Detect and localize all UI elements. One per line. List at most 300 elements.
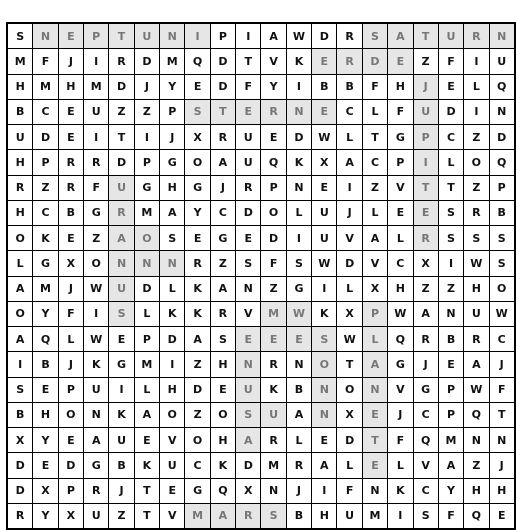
grid-cell[interactable]: N (236, 276, 261, 301)
grid-cell[interactable]: K (185, 301, 210, 326)
grid-cell[interactable]: D (312, 23, 337, 49)
grid-cell[interactable]: U (84, 503, 109, 529)
grid-cell[interactable]: D (134, 49, 159, 74)
grid-cell[interactable]: Z (413, 276, 438, 301)
grid-cell[interactable]: C (185, 453, 210, 478)
grid-cell[interactable]: M (185, 503, 210, 529)
grid-cell[interactable]: M (7, 49, 33, 74)
grid-cell[interactable]: L (337, 453, 362, 478)
grid-cell[interactable]: N (286, 352, 311, 377)
grid-cell[interactable]: Z (438, 276, 463, 301)
grid-cell[interactable]: J (58, 276, 83, 301)
grid-cell[interactable]: O (84, 251, 109, 276)
grid-cell[interactable]: V (362, 251, 387, 276)
grid-cell[interactable]: P (489, 175, 515, 200)
grid-cell[interactable]: R (7, 175, 33, 200)
grid-cell[interactable]: W (286, 301, 311, 326)
grid-cell[interactable]: G (109, 352, 134, 377)
grid-cell[interactable]: Z (185, 402, 210, 427)
grid-cell[interactable]: R (185, 251, 210, 276)
grid-cell[interactable]: Y (438, 478, 463, 503)
grid-cell[interactable]: G (388, 125, 413, 150)
grid-cell[interactable]: R (210, 301, 235, 326)
grid-cell[interactable]: E (312, 99, 337, 124)
grid-cell[interactable]: L (286, 200, 311, 225)
grid-cell[interactable]: Z (464, 453, 489, 478)
grid-cell[interactable]: E (33, 453, 58, 478)
grid-cell[interactable]: Z (261, 276, 286, 301)
grid-cell[interactable]: C (210, 200, 235, 225)
grid-cell[interactable]: K (261, 377, 286, 402)
grid-cell[interactable]: E (438, 352, 463, 377)
grid-cell[interactable]: E (236, 327, 261, 352)
grid-cell[interactable]: L (7, 251, 33, 276)
grid-cell[interactable]: U (109, 428, 134, 453)
grid-cell[interactable]: D (7, 453, 33, 478)
grid-cell[interactable]: J (210, 175, 235, 200)
grid-cell[interactable]: E (312, 49, 337, 74)
grid-cell[interactable]: F (84, 175, 109, 200)
grid-cell[interactable]: C (388, 251, 413, 276)
grid-cell[interactable]: S (438, 226, 463, 251)
grid-cell[interactable]: F (438, 503, 463, 529)
grid-cell[interactable]: S (185, 99, 210, 124)
grid-cell[interactable]: V (413, 453, 438, 478)
grid-cell[interactable]: E (362, 402, 387, 427)
grid-cell[interactable]: M (33, 74, 58, 99)
grid-cell[interactable]: N (362, 377, 387, 402)
grid-cell[interactable]: U (261, 402, 286, 427)
grid-cell[interactable]: S (438, 200, 463, 225)
grid-cell[interactable]: N (160, 23, 185, 49)
grid-cell[interactable]: L (362, 327, 387, 352)
grid-cell[interactable]: I (337, 175, 362, 200)
grid-cell[interactable]: S (236, 251, 261, 276)
grid-cell[interactable]: R (58, 175, 83, 200)
grid-cell[interactable]: V (261, 49, 286, 74)
grid-cell[interactable]: I (185, 23, 210, 49)
grid-cell[interactable]: Z (109, 99, 134, 124)
grid-cell[interactable]: N (464, 428, 489, 453)
grid-cell[interactable]: I (160, 352, 185, 377)
grid-cell[interactable]: R (236, 503, 261, 529)
grid-cell[interactable]: Q (413, 428, 438, 453)
grid-cell[interactable]: K (286, 49, 311, 74)
grid-cell[interactable]: E (58, 428, 83, 453)
grid-cell[interactable]: T (413, 175, 438, 200)
grid-cell[interactable]: U (236, 125, 261, 150)
grid-cell[interactable]: S (362, 23, 387, 49)
grid-cell[interactable]: G (134, 175, 159, 200)
grid-cell[interactable]: D (337, 251, 362, 276)
grid-cell[interactable]: Y (33, 503, 58, 529)
grid-cell[interactable]: J (58, 49, 83, 74)
grid-cell[interactable]: R (261, 352, 286, 377)
grid-cell[interactable]: R (84, 150, 109, 175)
grid-cell[interactable]: H (210, 352, 235, 377)
grid-cell[interactable]: U (236, 377, 261, 402)
grid-cell[interactable]: D (362, 49, 387, 74)
grid-cell[interactable]: P (33, 150, 58, 175)
grid-cell[interactable]: X (337, 301, 362, 326)
grid-cell[interactable]: I (388, 503, 413, 529)
grid-cell[interactable]: S (413, 503, 438, 529)
grid-cell[interactable]: V (388, 175, 413, 200)
grid-cell[interactable]: P (210, 23, 235, 49)
grid-cell[interactable]: P (134, 150, 159, 175)
grid-cell[interactable]: O (134, 226, 159, 251)
grid-cell[interactable]: P (438, 402, 463, 427)
grid-cell[interactable]: H (160, 175, 185, 200)
grid-cell[interactable]: B (312, 74, 337, 99)
grid-cell[interactable]: C (438, 125, 463, 150)
grid-cell[interactable]: T (236, 49, 261, 74)
grid-cell[interactable]: K (286, 150, 311, 175)
grid-cell[interactable]: T (109, 125, 134, 150)
grid-cell[interactable]: T (413, 23, 438, 49)
grid-cell[interactable]: X (185, 125, 210, 150)
grid-cell[interactable]: A (160, 200, 185, 225)
grid-cell[interactable]: B (7, 99, 33, 124)
grid-cell[interactable]: O (489, 276, 515, 301)
grid-cell[interactable]: E (236, 226, 261, 251)
grid-cell[interactable]: W (286, 23, 311, 49)
grid-cell[interactable]: E (261, 125, 286, 150)
grid-cell[interactable]: A (210, 150, 235, 175)
grid-cell[interactable]: N (312, 402, 337, 427)
grid-cell[interactable]: E (438, 74, 463, 99)
grid-cell[interactable]: P (160, 99, 185, 124)
grid-cell[interactable]: A (286, 402, 311, 427)
grid-cell[interactable]: E (58, 226, 83, 251)
grid-cell[interactable]: D (185, 377, 210, 402)
grid-cell[interactable]: N (109, 251, 134, 276)
grid-cell[interactable]: Z (134, 99, 159, 124)
grid-cell[interactable]: R (58, 150, 83, 175)
grid-cell[interactable]: D (286, 125, 311, 150)
grid-cell[interactable]: U (109, 276, 134, 301)
grid-cell[interactable]: J (134, 74, 159, 99)
grid-cell[interactable]: E (489, 503, 515, 529)
grid-cell[interactable]: R (413, 226, 438, 251)
grid-cell[interactable]: L (464, 74, 489, 99)
grid-cell[interactable]: U (160, 453, 185, 478)
grid-cell[interactable]: R (464, 23, 489, 49)
grid-cell[interactable]: X (413, 251, 438, 276)
grid-cell[interactable]: L (134, 377, 159, 402)
grid-cell[interactable]: Q (464, 402, 489, 427)
grid-cell[interactable]: C (489, 327, 515, 352)
grid-cell[interactable]: L (58, 327, 83, 352)
grid-cell[interactable]: D (134, 276, 159, 301)
grid-cell[interactable]: J (388, 402, 413, 427)
grid-cell[interactable]: I (286, 226, 311, 251)
grid-cell[interactable]: T (362, 125, 387, 150)
grid-cell[interactable]: H (33, 402, 58, 427)
grid-cell[interactable]: P (58, 478, 83, 503)
grid-cell[interactable]: D (58, 453, 83, 478)
grid-cell[interactable]: A (362, 352, 387, 377)
grid-cell[interactable]: M (261, 301, 286, 326)
grid-cell[interactable]: J (337, 200, 362, 225)
grid-cell[interactable]: Q (464, 503, 489, 529)
grid-cell[interactable]: W (464, 377, 489, 402)
grid-cell[interactable]: S (312, 327, 337, 352)
grid-cell[interactable]: W (84, 327, 109, 352)
grid-cell[interactable]: Y (33, 301, 58, 326)
grid-cell[interactable]: A (109, 226, 134, 251)
grid-cell[interactable]: C (413, 402, 438, 427)
grid-cell[interactable]: A (438, 453, 463, 478)
grid-cell[interactable]: S (7, 23, 33, 49)
grid-cell[interactable]: O (312, 352, 337, 377)
grid-cell[interactable]: Z (362, 175, 387, 200)
grid-cell[interactable]: E (312, 175, 337, 200)
grid-cell[interactable]: H (210, 428, 235, 453)
grid-cell[interactable]: O (185, 150, 210, 175)
grid-cell[interactable]: N (33, 23, 58, 49)
grid-cell[interactable]: C (337, 99, 362, 124)
grid-cell[interactable]: B (109, 453, 134, 478)
grid-cell[interactable]: N (438, 301, 463, 326)
grid-cell[interactable]: E (160, 478, 185, 503)
grid-cell[interactable]: S (261, 503, 286, 529)
grid-cell[interactable]: K (84, 352, 109, 377)
grid-cell[interactable]: C (33, 200, 58, 225)
grid-cell[interactable]: E (312, 428, 337, 453)
grid-cell[interactable]: X (362, 276, 387, 301)
grid-cell[interactable]: K (33, 226, 58, 251)
grid-cell[interactable]: A (362, 226, 387, 251)
grid-cell[interactable]: N (84, 402, 109, 427)
grid-cell[interactable]: X (312, 150, 337, 175)
grid-cell[interactable]: P (134, 327, 159, 352)
grid-cell[interactable]: I (236, 23, 261, 49)
grid-cell[interactable]: E (413, 200, 438, 225)
grid-cell[interactable]: D (210, 49, 235, 74)
grid-cell[interactable]: B (7, 402, 33, 427)
grid-cell[interactable]: P (438, 377, 463, 402)
grid-cell[interactable]: V (388, 377, 413, 402)
grid-cell[interactable]: K (160, 301, 185, 326)
grid-cell[interactable]: Y (33, 428, 58, 453)
grid-cell[interactable]: A (261, 23, 286, 49)
grid-cell[interactable]: H (388, 74, 413, 99)
grid-cell[interactable]: A (210, 503, 235, 529)
grid-cell[interactable]: O (337, 377, 362, 402)
grid-cell[interactable]: D (33, 125, 58, 150)
grid-cell[interactable]: S (464, 226, 489, 251)
grid-cell[interactable]: N (236, 352, 261, 377)
grid-cell[interactable]: R (464, 200, 489, 225)
grid-cell[interactable]: Z (109, 503, 134, 529)
grid-cell[interactable]: R (7, 503, 33, 529)
grid-cell[interactable]: Q (33, 327, 58, 352)
grid-cell[interactable]: Y (261, 74, 286, 99)
grid-cell[interactable]: V (337, 226, 362, 251)
grid-cell[interactable]: E (185, 226, 210, 251)
grid-cell[interactable]: N (489, 23, 515, 49)
grid-cell[interactable]: E (286, 327, 311, 352)
grid-cell[interactable]: B (33, 352, 58, 377)
grid-cell[interactable]: R (261, 99, 286, 124)
grid-cell[interactable]: M (160, 49, 185, 74)
grid-cell[interactable]: S (109, 301, 134, 326)
grid-cell[interactable]: U (312, 200, 337, 225)
grid-cell[interactable]: G (185, 175, 210, 200)
grid-cell[interactable]: H (7, 200, 33, 225)
grid-cell[interactable]: A (464, 352, 489, 377)
grid-cell[interactable]: X (58, 251, 83, 276)
grid-cell[interactable]: T (337, 352, 362, 377)
grid-cell[interactable]: D (7, 478, 33, 503)
grid-cell[interactable]: I (464, 99, 489, 124)
grid-cell[interactable]: I (413, 150, 438, 175)
grid-cell[interactable]: G (33, 251, 58, 276)
grid-cell[interactable]: T (210, 99, 235, 124)
grid-cell[interactable]: F (33, 49, 58, 74)
grid-cell[interactable]: G (413, 377, 438, 402)
grid-cell[interactable]: A (337, 150, 362, 175)
grid-cell[interactable]: F (362, 74, 387, 99)
grid-cell[interactable]: V (160, 428, 185, 453)
grid-cell[interactable]: M (84, 74, 109, 99)
grid-cell[interactable]: N (160, 251, 185, 276)
grid-cell[interactable]: Q (261, 150, 286, 175)
grid-cell[interactable]: S (210, 327, 235, 352)
grid-cell[interactable]: C (362, 150, 387, 175)
grid-cell[interactable]: L (362, 99, 387, 124)
grid-cell[interactable]: A (7, 276, 33, 301)
grid-cell[interactable]: W (464, 251, 489, 276)
grid-cell[interactable]: J (413, 352, 438, 377)
grid-cell[interactable]: H (464, 478, 489, 503)
grid-cell[interactable]: Z (464, 125, 489, 150)
grid-cell[interactable]: O (7, 301, 33, 326)
grid-cell[interactable]: Y (185, 200, 210, 225)
grid-cell[interactable]: N (362, 478, 387, 503)
grid-cell[interactable]: Q (388, 327, 413, 352)
grid-cell[interactable]: R (413, 327, 438, 352)
grid-cell[interactable]: M (33, 276, 58, 301)
grid-cell[interactable]: T (438, 175, 463, 200)
grid-cell[interactable]: Q (210, 478, 235, 503)
grid-cell[interactable]: T (134, 478, 159, 503)
grid-cell[interactable]: R (236, 175, 261, 200)
grid-cell[interactable]: N (134, 251, 159, 276)
grid-cell[interactable]: P (84, 23, 109, 49)
grid-cell[interactable]: H (388, 276, 413, 301)
grid-cell[interactable]: R (337, 23, 362, 49)
grid-cell[interactable]: D (438, 99, 463, 124)
grid-cell[interactable]: A (7, 327, 33, 352)
grid-cell[interactable]: A (413, 301, 438, 326)
grid-cell[interactable]: S (160, 226, 185, 251)
grid-cell[interactable]: H (489, 478, 515, 503)
grid-cell[interactable]: U (438, 23, 463, 49)
grid-cell[interactable]: T (109, 23, 134, 49)
grid-cell[interactable]: R (464, 327, 489, 352)
grid-cell[interactable]: K (312, 301, 337, 326)
grid-cell[interactable]: H (160, 377, 185, 402)
grid-cell[interactable]: P (388, 150, 413, 175)
grid-cell[interactable]: R (261, 428, 286, 453)
grid-cell[interactable]: Z (185, 352, 210, 377)
grid-cell[interactable]: G (185, 478, 210, 503)
grid-cell[interactable]: A (84, 428, 109, 453)
grid-cell[interactable]: C (33, 99, 58, 124)
grid-cell[interactable]: G (84, 200, 109, 225)
grid-cell[interactable]: D (236, 453, 261, 478)
grid-cell[interactable]: E (185, 74, 210, 99)
grid-cell[interactable]: I (84, 301, 109, 326)
grid-cell[interactable]: L (337, 276, 362, 301)
grid-cell[interactable]: O (160, 402, 185, 427)
grid-cell[interactable]: M (134, 200, 159, 225)
grid-cell[interactable]: P (362, 301, 387, 326)
grid-cell[interactable]: W (388, 301, 413, 326)
grid-cell[interactable]: W (84, 276, 109, 301)
grid-cell[interactable]: D (261, 226, 286, 251)
grid-cell[interactable]: E (58, 99, 83, 124)
grid-cell[interactable]: L (286, 428, 311, 453)
grid-cell[interactable]: O (7, 226, 33, 251)
grid-cell[interactable]: A (134, 402, 159, 427)
grid-cell[interactable]: M (261, 453, 286, 478)
grid-cell[interactable]: M (134, 352, 159, 377)
grid-cell[interactable]: N (286, 175, 311, 200)
grid-cell[interactable]: P (413, 125, 438, 150)
grid-cell[interactable]: X (58, 503, 83, 529)
grid-cell[interactable]: I (464, 49, 489, 74)
grid-cell[interactable]: O (464, 150, 489, 175)
grid-cell[interactable]: U (7, 125, 33, 150)
grid-cell[interactable]: D (109, 150, 134, 175)
grid-cell[interactable]: J (489, 453, 515, 478)
grid-cell[interactable]: Z (413, 49, 438, 74)
grid-cell[interactable]: L (160, 276, 185, 301)
grid-cell[interactable]: U (109, 175, 134, 200)
grid-cell[interactable]: J (413, 74, 438, 99)
grid-cell[interactable]: K (134, 453, 159, 478)
grid-cell[interactable]: T (362, 428, 387, 453)
grid-cell[interactable]: K (185, 276, 210, 301)
grid-cell[interactable]: F (58, 301, 83, 326)
grid-cell[interactable]: L (388, 226, 413, 251)
grid-cell[interactable]: D (337, 428, 362, 453)
grid-cell[interactable]: H (312, 503, 337, 529)
grid-cell[interactable]: I (84, 49, 109, 74)
grid-cell[interactable]: I (84, 125, 109, 150)
grid-cell[interactable]: O (58, 402, 83, 427)
grid-cell[interactable]: U (489, 49, 515, 74)
grid-cell[interactable]: K (109, 402, 134, 427)
grid-cell[interactable]: E (109, 327, 134, 352)
grid-cell[interactable]: R (210, 125, 235, 150)
grid-cell[interactable]: R (109, 49, 134, 74)
grid-cell[interactable]: U (134, 23, 159, 49)
grid-cell[interactable]: I (134, 125, 159, 150)
grid-cell[interactable]: L (134, 301, 159, 326)
grid-cell[interactable]: A (312, 453, 337, 478)
grid-cell[interactable]: L (438, 150, 463, 175)
grid-cell[interactable]: V (160, 503, 185, 529)
grid-cell[interactable]: X (236, 478, 261, 503)
grid-cell[interactable]: B (337, 74, 362, 99)
grid-cell[interactable]: Q (489, 74, 515, 99)
grid-cell[interactable]: S (236, 402, 261, 427)
grid-cell[interactable]: S (7, 377, 33, 402)
